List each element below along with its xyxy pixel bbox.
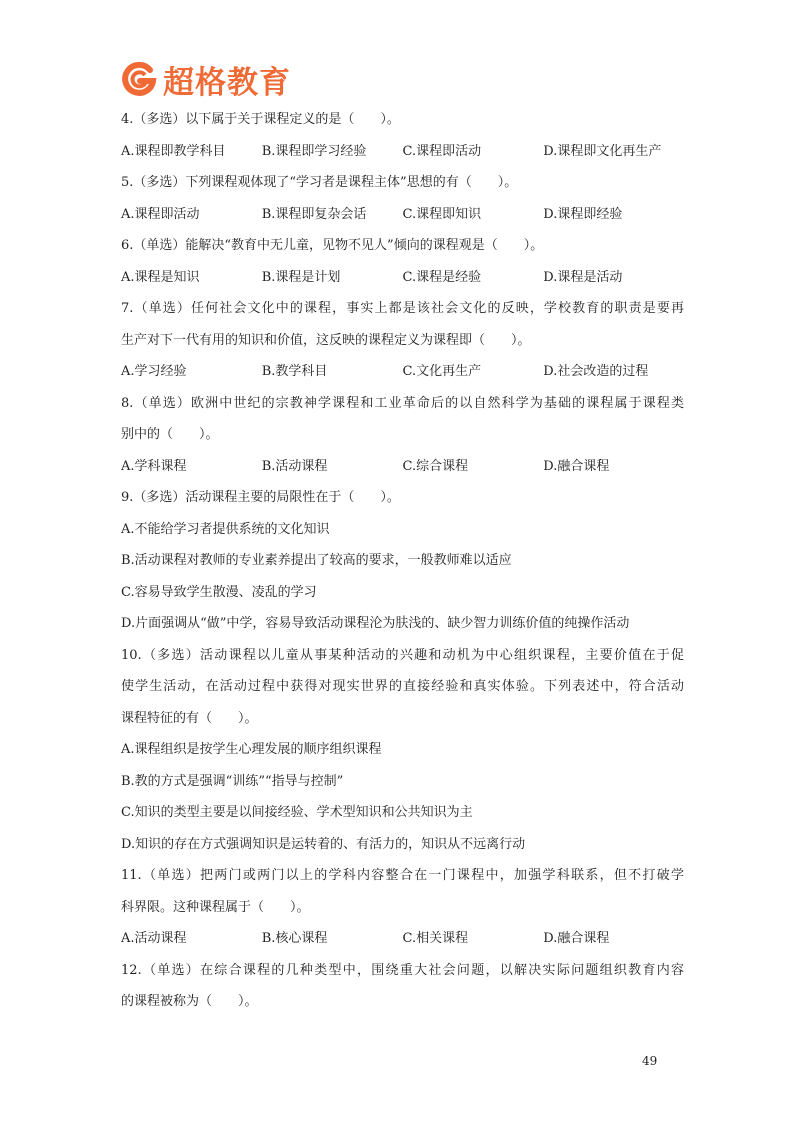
option: D.社会改造的过程 [543,364,649,379]
question-list [121,104,684,1018]
option: B.课程即学习经验 [261,143,367,159]
option: A.课程组织是按学生心理发展的顺序组织课程 [121,742,382,757]
option: A.课程即活动 [121,206,200,222]
option: C.容易导致学生散漫、凌乱的学习 [121,584,317,600]
option: B.教学科目 [261,364,328,379]
question-text-line: 4.（多选）以下属于关于课程定义的是（ ）。 [121,112,400,127]
question-text-line: 生产对下一代有用的知识和价值，这反映的课程定义为课程即（ ）。 [121,332,531,348]
option: D.课程是活动 [543,269,623,285]
option: C.综合课程 [402,458,469,474]
option-row [121,199,684,231]
option-row [121,356,684,388]
option: C.知识的类型主要是以间接经验、学术型知识和公共知识为主 [121,805,473,820]
question [121,230,684,293]
question-text-line: 11.（单选）把两门或两门以上的学科内容整合在一门课程中，加强学科联系，但不打破学 [121,868,684,883]
question-text-line: 使学生活动，在活动过程中获得对现实世界的直接经验和真实体验。下列表述中，符合活动 [121,679,684,694]
question [121,955,684,1018]
question-text-line: 课程特征的有（ ）。 [121,710,258,726]
option-row [121,451,684,483]
question [121,860,684,955]
g-ring-logo-icon [121,61,157,97]
question-text-line: 9.（多选）活动课程主要的局限性在于（ ）。 [121,490,400,505]
question-text-line: 别中的（ ）。 [121,427,219,442]
question [121,167,684,230]
question-text-line: 12.（单选）在综合课程的几种类型中，围绕重大社会问题，以解决实际问题组织教育内容 [121,962,684,978]
option: A.学科课程 [121,458,187,474]
option: B.核心课程 [261,931,328,946]
question [121,388,684,483]
option: D.片面强调从“做”中学，容易导致活动课程沦为肤浅的、缺少智力训练价值的纯操作活动 [121,616,630,631]
option: C.课程即知识 [402,206,482,222]
question-text-line: 的课程被称为（ ）。 [121,994,258,1009]
question [121,640,684,861]
option: C.课程即活动 [402,143,482,159]
question [121,104,684,167]
question-text-line: 科界限。这种课程属于（ ）。 [121,899,310,915]
option: D.融合课程 [543,458,610,474]
option-row [121,923,684,955]
brand-logo [121,60,291,101]
option: B.活动课程 [261,458,328,474]
option: C.文化再生产 [402,364,482,379]
option: B.课程即复杂会话 [261,206,367,222]
question-text-line: 5.（多选）下列课程观体现了“学习者是课程主体”思想的有（ ）。 [121,175,518,190]
question-text-line: 8.（单选）欧洲中世纪的宗教神学课程和工业革命后的以自然科学为基础的课程属于课程类 [121,395,684,411]
option: D.知识的存在方式强调知识是运转着的、有活力的，知识从不远离行动 [121,836,526,852]
brand-name: 超格教育 [163,64,291,101]
option: C.课程是经验 [402,269,482,285]
page-number: 49 [642,1054,658,1068]
option: D.融合课程 [543,931,610,946]
question [121,293,684,388]
question-text-line: 7.（单选）任何社会文化中的课程，事实上都是该社会文化的反映，学校教育的职责是要再 [121,301,684,316]
question-text-line: 6.（单选）能解决“教育中无儿童，见物不见人”倾向的课程观是（ ）。 [121,238,544,253]
option: D.课程即经验 [543,206,623,222]
option: A.活动课程 [121,931,187,946]
option-row [121,136,684,168]
option: A.不能给学习者提供系统的文化知识 [121,521,330,537]
question-text-line: 10.（多选）活动课程以儿童从事某种活动的兴趣和动机为中心组织课程，主要价值在于促 [121,647,684,663]
option: A.课程即教学科目 [121,143,226,159]
option: A.课程是知识 [121,269,200,285]
option-row [121,262,684,294]
option: B.课程是计划 [261,269,341,285]
option: A.学习经验 [121,364,187,379]
option: C.相关课程 [402,931,469,946]
option: B.活动课程对教师的专业素养提出了较高的要求，一般教师难以适应 [121,553,512,568]
option: D.课程即文化再生产 [543,143,662,159]
option: B.教的方式是强调“训练”“指导与控制” [121,773,344,789]
question [121,482,684,640]
